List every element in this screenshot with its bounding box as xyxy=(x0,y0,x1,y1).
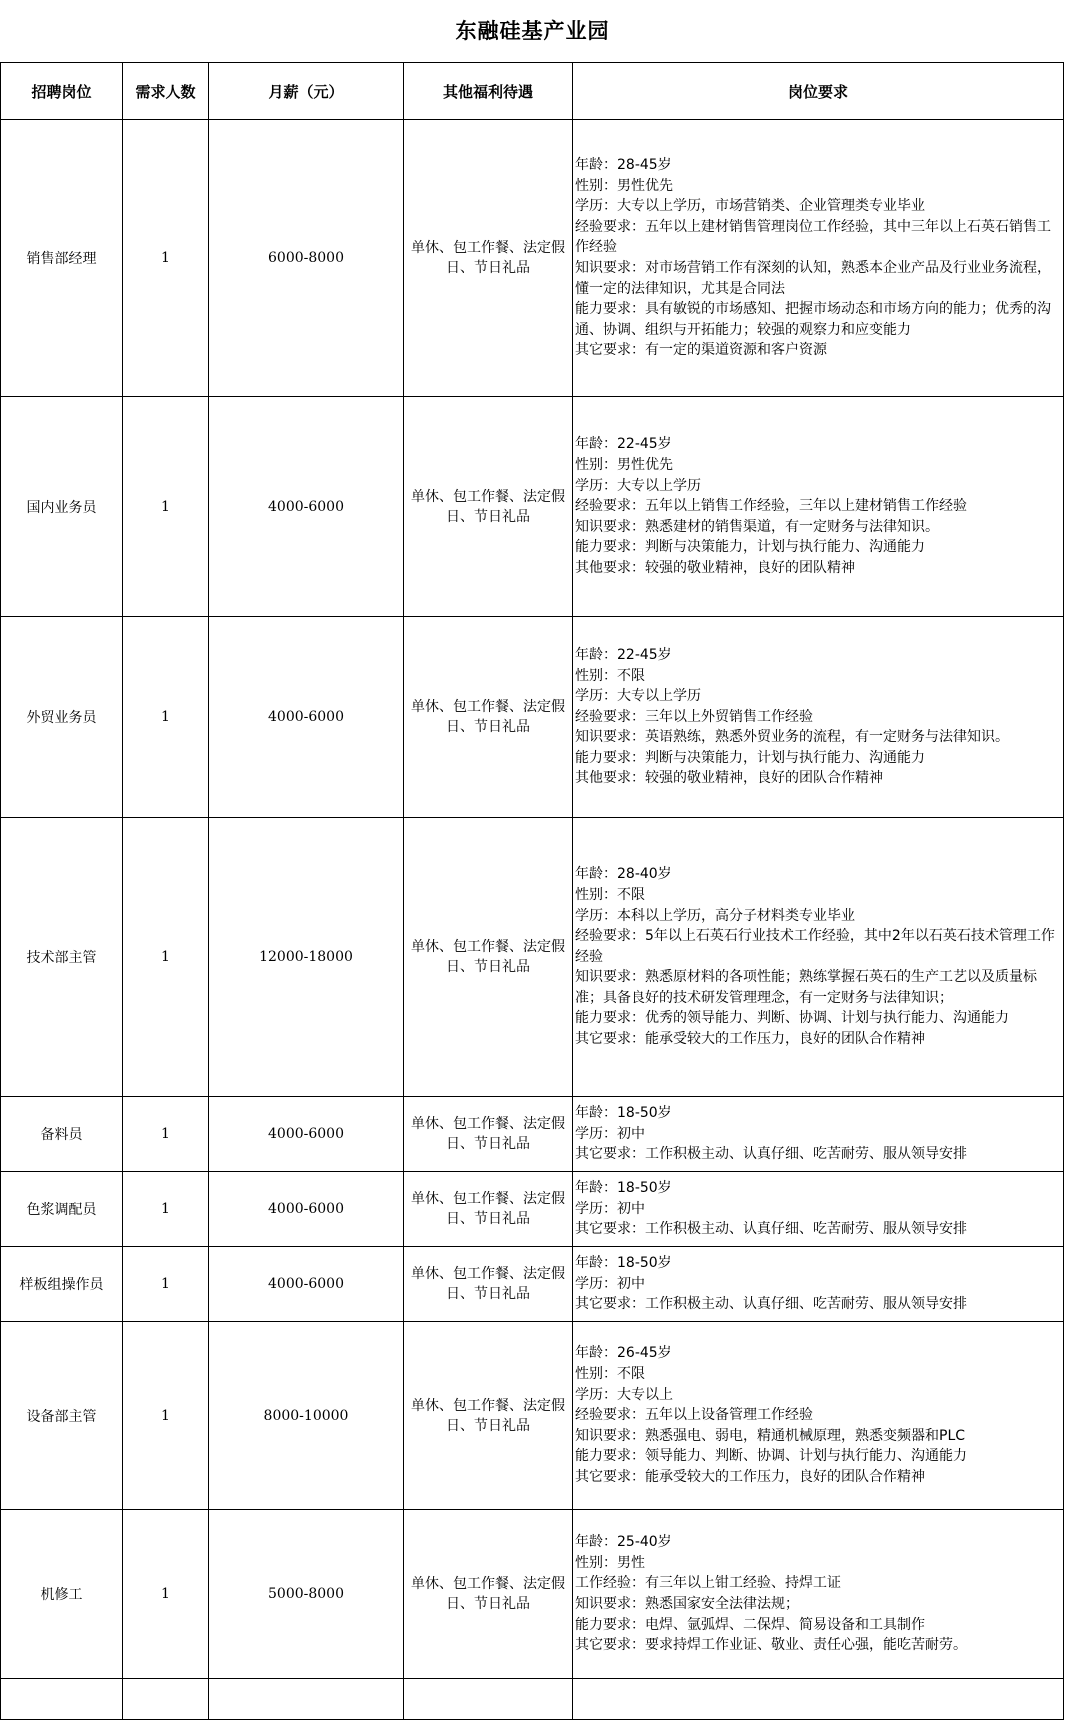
cell-position: 外贸业务员 xyxy=(1,617,123,818)
table-header-row xyxy=(1,63,1064,120)
requirement-line: 年龄：22-45岁 xyxy=(575,646,672,663)
cell-benefits: 单休、包工作餐、法定假日、节日礼品 xyxy=(404,818,573,1097)
requirement-line: 能力要求：领导能力、判断、协调、计划与执行能力、沟通能力 xyxy=(575,1448,967,1465)
cell-requirements xyxy=(573,617,1064,818)
cell-requirements xyxy=(573,818,1064,1097)
requirement-line: 知识要求：英语熟练，熟悉外贸业务的流程，有一定财务与法律知识。 xyxy=(575,729,1009,746)
cell-requirements xyxy=(573,1322,1064,1510)
requirement-line: 其它要求：工作积极主动、认真仔细、吃苦耐劳、服从领导安排 xyxy=(575,1296,967,1313)
requirement-line: 年龄：25-40岁 xyxy=(575,1534,672,1551)
header-benefits: 其他福利待遇 xyxy=(404,63,573,120)
cell-empty xyxy=(209,1679,404,1720)
cell-count: 1 xyxy=(123,1247,209,1322)
requirement-line: 能力要求：优秀的领导能力、判断、协调、计划与执行能力、沟通能力 xyxy=(575,1010,1009,1027)
cell-requirements xyxy=(573,120,1064,397)
page-title: 东融硅基产业园 xyxy=(455,18,610,43)
requirement-line: 经验要求：5年以上石英石行业技术工作经验，其中2年以石英石技术管理工作经验 xyxy=(575,928,1055,965)
cell-position: 机修工 xyxy=(1,1510,123,1679)
cell-salary: 4000-6000 xyxy=(209,397,404,617)
cell-benefits: 单休、包工作餐、法定假日、节日礼品 xyxy=(404,1510,573,1679)
cell-empty xyxy=(123,1679,209,1720)
cell-position: 设备部主管 xyxy=(1,1322,123,1510)
requirement-line: 学历：大专以上学历 xyxy=(575,477,701,494)
requirement-line: 其他要求：较强的敬业精神，良好的团队合作精神 xyxy=(575,770,883,787)
cell-count: 1 xyxy=(123,397,209,617)
cell-salary: 12000-18000 xyxy=(209,818,404,1097)
requirement-line: 学历：大专以上学历 xyxy=(575,688,701,705)
table-row xyxy=(1,397,1064,617)
cell-requirements xyxy=(573,1172,1064,1247)
requirement-line: 年龄：28-40岁 xyxy=(575,866,672,883)
cell-count: 1 xyxy=(123,1172,209,1247)
header-requirements: 岗位要求 xyxy=(573,63,1064,120)
cell-position: 销售部经理 xyxy=(1,120,123,397)
cell-salary: 8000-10000 xyxy=(209,1322,404,1510)
requirement-line: 年龄：18-50岁 xyxy=(575,1180,672,1197)
requirement-line: 性别：不限 xyxy=(575,886,645,903)
table-row xyxy=(1,120,1064,397)
requirement-line: 经验要求：五年以上销售工作经验，三年以上建材销售工作经验 xyxy=(575,498,967,515)
cell-count: 1 xyxy=(123,1322,209,1510)
requirement-line: 学历：初中 xyxy=(575,1200,645,1217)
cell-empty xyxy=(404,1679,573,1720)
cell-count: 1 xyxy=(123,617,209,818)
table-row xyxy=(1,1097,1064,1172)
requirement-line: 其他要求：较强的敬业精神，良好的团队精神 xyxy=(575,559,855,576)
requirement-line: 学历：本科以上学历，高分子材料类专业毕业 xyxy=(575,907,855,924)
requirement-line: 其它要求：要求持焊工作业证、敬业、责任心强，能吃苦耐劳。 xyxy=(575,1637,967,1654)
cell-requirements xyxy=(573,1247,1064,1322)
requirement-line: 性别：不限 xyxy=(575,667,645,684)
cell-position: 国内业务员 xyxy=(1,397,123,617)
cell-position: 样板组操作员 xyxy=(1,1247,123,1322)
requirement-line: 学历：初中 xyxy=(575,1125,645,1142)
table-row xyxy=(1,818,1064,1097)
cell-benefits: 单休、包工作餐、法定假日、节日礼品 xyxy=(404,617,573,818)
cell-requirements xyxy=(573,1097,1064,1172)
cell-position: 技术部主管 xyxy=(1,818,123,1097)
requirement-line: 年龄：26-45岁 xyxy=(575,1345,672,1362)
table-row xyxy=(1,1247,1064,1322)
requirement-line: 能力要求：判断与决策能力，计划与执行能力、沟通能力 xyxy=(575,749,925,766)
table-row-partial xyxy=(1,1679,1064,1720)
cell-empty xyxy=(1,1679,123,1720)
requirement-line: 能力要求：电焊、氩弧焊、二保焊、简易设备和工具制作 xyxy=(575,1616,925,1633)
requirement-line: 知识要求：熟悉国家安全法律法规； xyxy=(575,1596,799,1612)
cell-benefits: 单休、包工作餐、法定假日、节日礼品 xyxy=(404,120,573,397)
cell-benefits: 单休、包工作餐、法定假日、节日礼品 xyxy=(404,1322,573,1510)
requirement-line: 年龄：22-45岁 xyxy=(575,436,672,453)
requirement-line: 经验要求：五年以上建材销售管理岗位工作经验，其中三年以上石英石销售工作经验 xyxy=(575,218,1051,256)
table-row xyxy=(1,1172,1064,1247)
table-row xyxy=(1,1510,1064,1679)
header-salary: 月薪（元） xyxy=(209,63,404,120)
cell-count: 1 xyxy=(123,120,209,397)
requirement-line: 性别：男性 xyxy=(575,1554,645,1571)
header-count: 需求人数 xyxy=(123,63,209,120)
requirement-line: 知识要求：熟悉建材的销售渠道，有一定财务与法律知识。 xyxy=(575,518,939,535)
requirement-line: 能力要求：判断与决策能力，计划与执行能力、沟通能力 xyxy=(575,539,925,556)
requirement-line: 性别：男性优先 xyxy=(575,177,673,194)
cell-requirements xyxy=(573,397,1064,617)
cell-position: 备料员 xyxy=(1,1097,123,1172)
requirement-line: 学历：大专以上 xyxy=(575,1386,673,1403)
requirement-line: 学历：初中 xyxy=(575,1275,645,1292)
table-row xyxy=(1,617,1064,818)
job-table xyxy=(0,62,1064,1720)
requirement-line: 知识要求：对市场营销工作有深刻的认知，熟悉本企业产品及行业业务流程，懂一定的法律知识，尤其是合同法 xyxy=(575,260,1051,297)
cell-requirements xyxy=(573,1510,1064,1679)
cell-salary: 6000-8000 xyxy=(209,120,404,397)
requirement-line: 能力要求：具有敏锐的市场感知、把握市场动态和市场方向的能力；优秀的沟通、协调、组织与开拓能力；较强的观察力和应变能力 xyxy=(575,301,1051,338)
cell-benefits: 单休、包工作餐、法定假日、节日礼品 xyxy=(404,1097,573,1172)
cell-benefits: 单休、包工作餐、法定假日、节日礼品 xyxy=(404,1247,573,1322)
table-row xyxy=(1,1322,1064,1510)
requirement-line: 年龄：18-50岁 xyxy=(575,1105,672,1122)
requirement-line: 经验要求：三年以上外贸销售工作经验 xyxy=(575,708,813,725)
requirement-line: 知识要求：熟悉原材料的各项性能；熟练掌握石英石的生产工艺以及质量标准；具备良好的技术研发管理理念，有一定财务与法律知识； xyxy=(575,969,1037,1006)
requirement-line: 其它要求：能承受较大的工作压力，良好的团队合作精神 xyxy=(575,1031,925,1048)
cell-salary: 4000-6000 xyxy=(209,1247,404,1322)
requirement-line: 其它要求：有一定的渠道资源和客户资源 xyxy=(575,342,827,359)
cell-count: 1 xyxy=(123,1097,209,1172)
requirement-line: 其它要求：工作积极主动、认真仔细、吃苦耐劳、服从领导安排 xyxy=(575,1221,967,1238)
requirement-line: 性别：男性优先 xyxy=(575,457,673,474)
cell-position: 色浆调配员 xyxy=(1,1172,123,1247)
cell-benefits: 单休、包工作餐、法定假日、节日礼品 xyxy=(404,397,573,617)
requirement-line: 其它要求：能承受较大的工作压力，良好的团队合作精神 xyxy=(575,1468,925,1485)
cell-count: 1 xyxy=(123,1510,209,1679)
cell-salary: 4000-6000 xyxy=(209,1097,404,1172)
cell-salary: 5000-8000 xyxy=(209,1510,404,1679)
cell-benefits: 单休、包工作餐、法定假日、节日礼品 xyxy=(404,1172,573,1247)
cell-salary: 4000-6000 xyxy=(209,1172,404,1247)
requirement-line: 性别：不限 xyxy=(575,1366,645,1383)
header-position: 招聘岗位 xyxy=(1,63,123,120)
requirement-line: 经验要求：五年以上设备管理工作经验 xyxy=(575,1407,813,1424)
cell-empty xyxy=(573,1679,1064,1720)
requirement-line: 其它要求：工作积极主动、认真仔细、吃苦耐劳、服从领导安排 xyxy=(575,1146,967,1163)
requirement-line: 年龄：18-50岁 xyxy=(575,1255,672,1272)
requirement-line: 年龄：28-45岁 xyxy=(575,157,672,174)
requirement-line: 知识要求：熟悉强电、弱电，精通机械原理，熟悉变频器和PLC xyxy=(575,1427,966,1444)
cell-salary: 4000-6000 xyxy=(209,617,404,818)
requirement-line: 学历：大专以上学历，市场营销类、企业管理类专业毕业 xyxy=(575,198,925,215)
requirement-line: 工作经验：有三年以上钳工经验、持焊工证 xyxy=(575,1575,841,1592)
cell-count: 1 xyxy=(123,818,209,1097)
